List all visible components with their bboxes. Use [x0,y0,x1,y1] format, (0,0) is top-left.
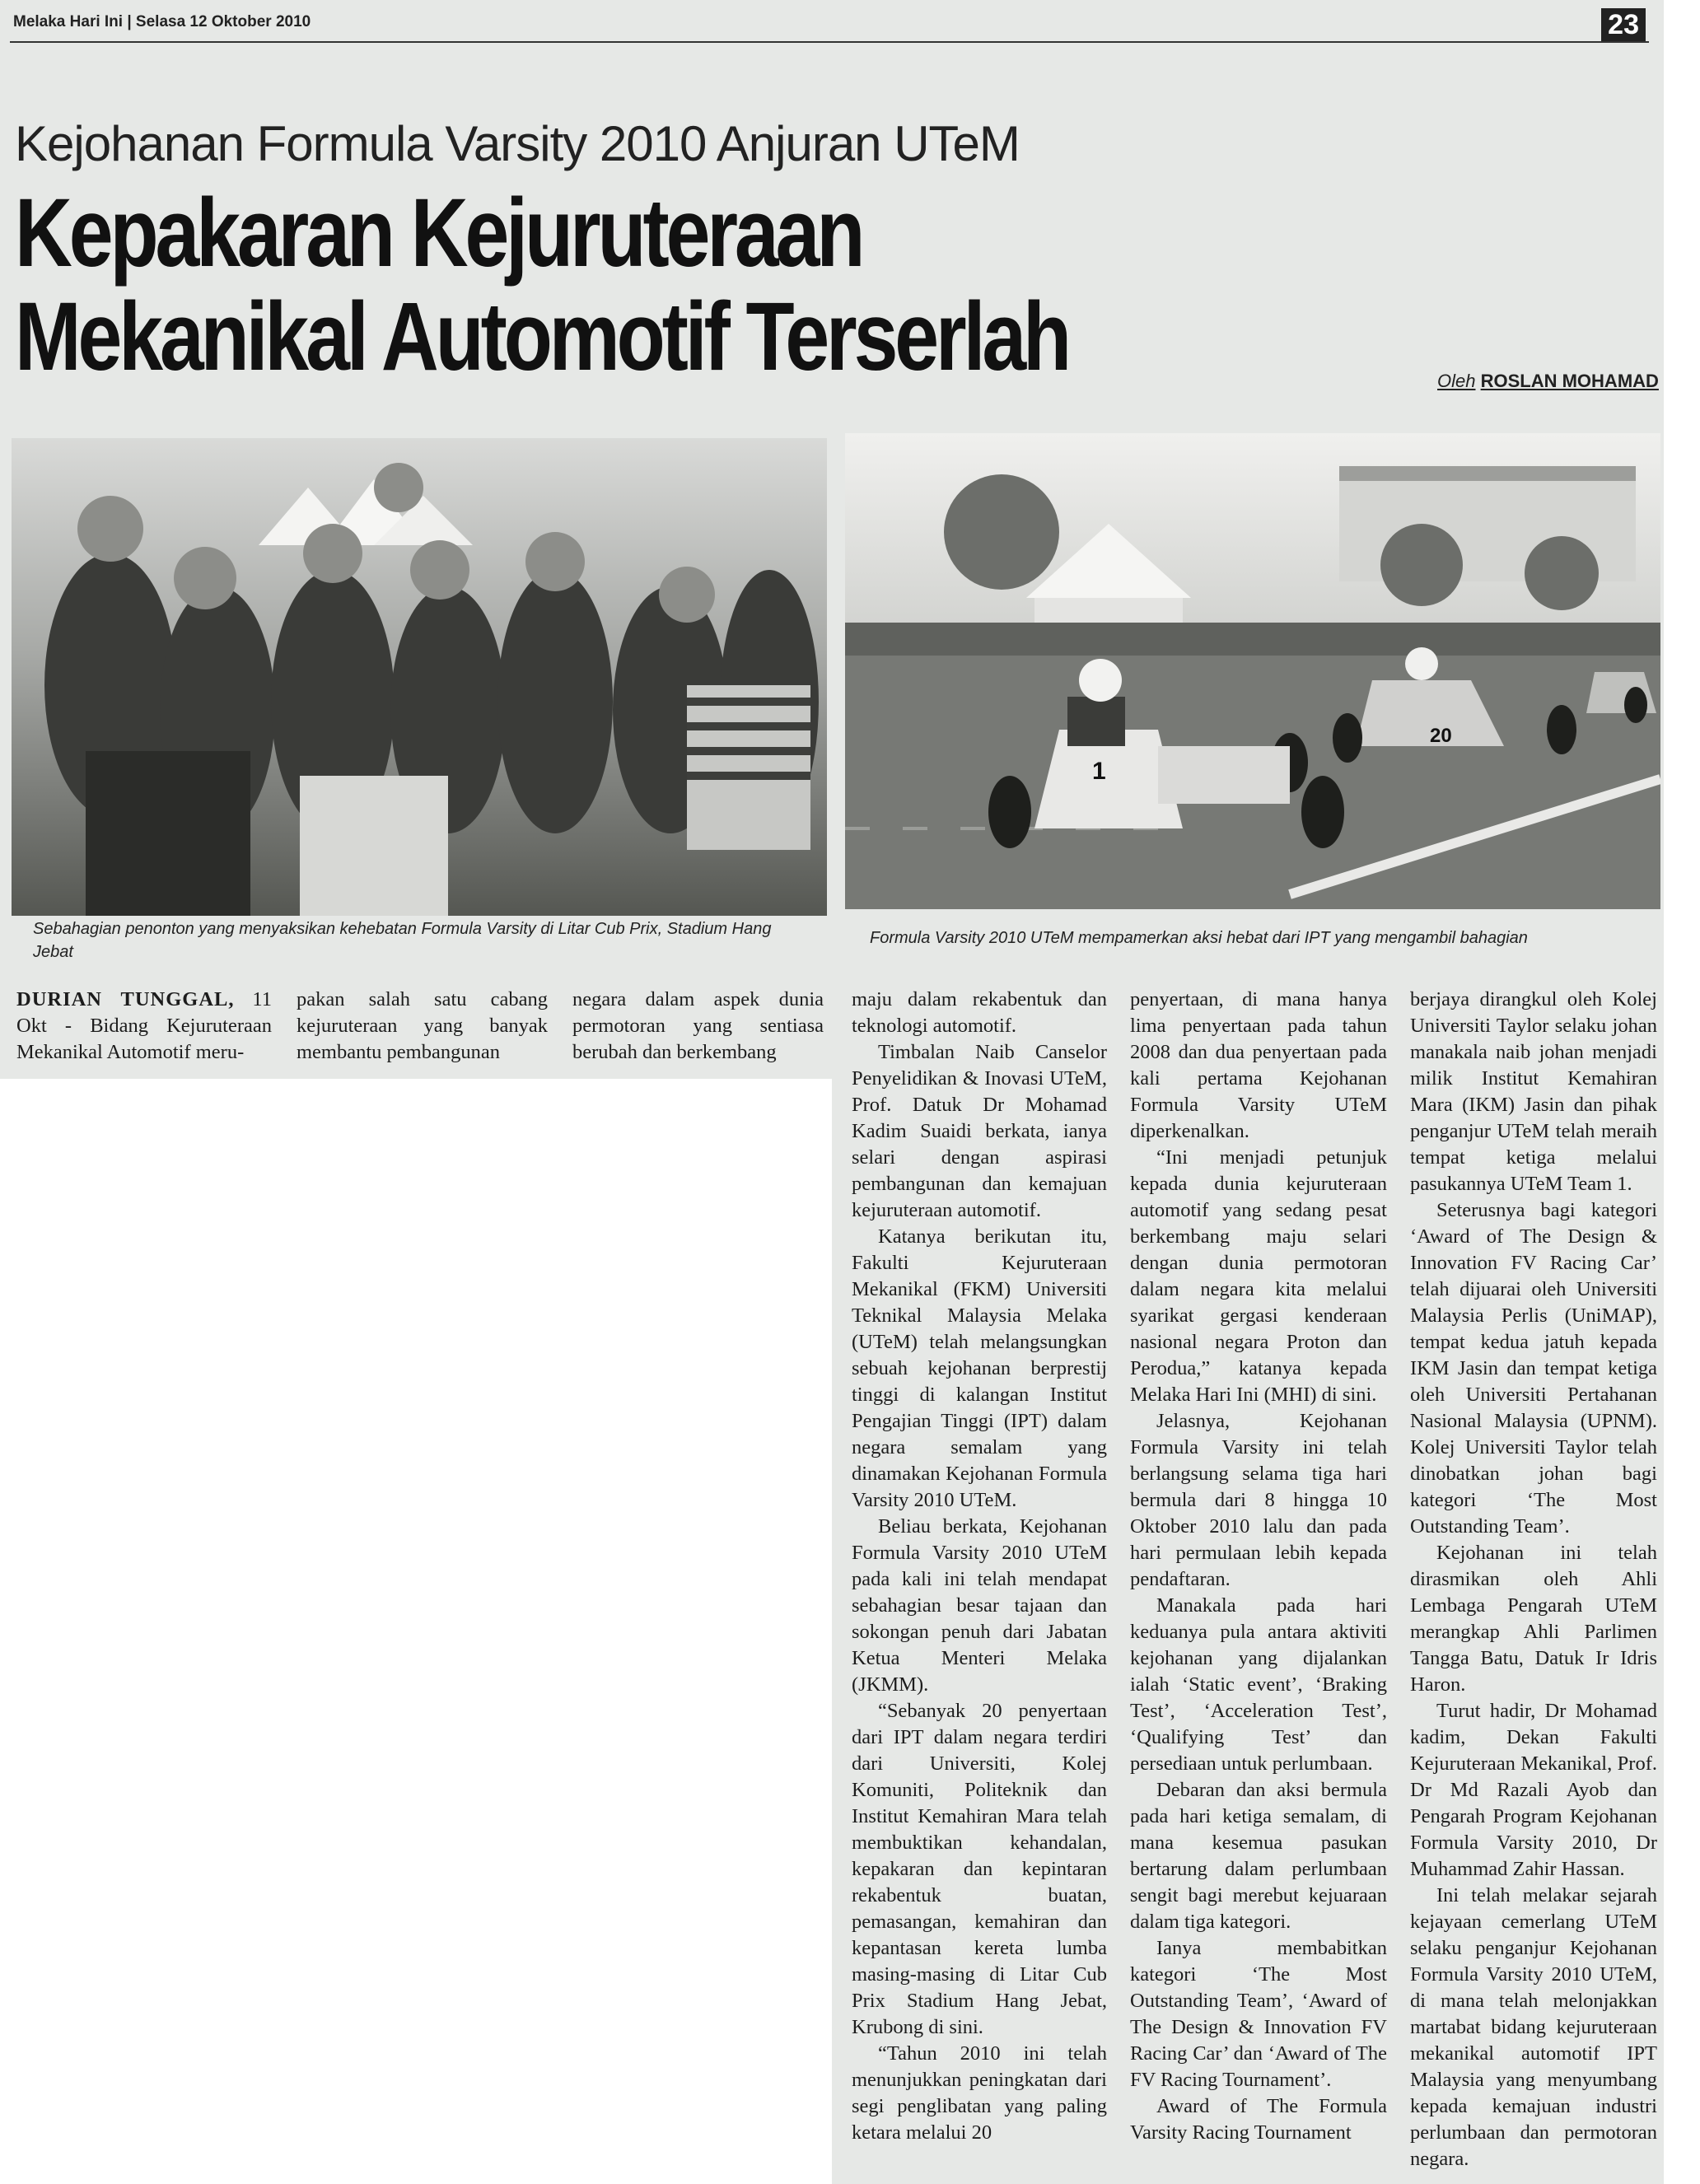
car-number-1: 1 [1092,758,1106,785]
photo-race-cars [845,433,1660,909]
page-number: 23 [1601,8,1646,41]
spectators-illustration [12,438,827,916]
photo-spectators [12,438,827,916]
byline-prefix: Oleh [1437,371,1476,391]
article-column-3 [572,987,824,1066]
header-date: Melaka Hari Ini | Selasa 12 Oktober 2010 [13,13,311,30]
byline [1437,371,1659,392]
byline-author: ROSLAN MOHAMAD [1480,371,1659,391]
article-headline [15,181,1176,389]
article-column-6 [1410,987,1657,2172]
paragraph: Award of The Formula Varsity Racing Tournament [1130,2095,1387,2144]
paragraph: “Ini menjadi petunjuk kepada dunia kejuruteraan automotif yang sedang pesat berkembang maju selari dengan dunia permotoran dalam negara kita melalui syarikat gergasi kenderaan nasional negara Proton dan Perodua,” katanya kepada Melaka Hari Ini (MHI) di sini. [1130,1146,1387,1406]
paragraph: Katanya berikutan itu, Fakulti Kejuruteraan Mekanikal (FKM) Universiti Teknikal Malaysia Melaka (UTeM) telah melangsungkan sebuah kejohanan berprestij tinggi di kalangan Institut Pengajian Tinggi (IPT) dalam negara semalam yang dinamakan Kejohanan Formula Varsity 2010 UTeM. [852,1225,1107,1511]
paragraph: Seterusnya bagi kategori ‘Award of The Design & Innovation FV Racing Car’ telah dijuarai oleh Universiti Malaysia Perlis (UniMAP), tempat kedua jatuh kepada IKM Jasin dan tempat ketiga oleh Universiti Pertahanan Nasional Malaysia (UPNM). Kolej Universiti Taylor telah dinobatkan johan bagi kategori ‘The Most Outstanding Team’. [1410,1199,1657,1538]
column-1-text: 11 Okt - Bidang Kejuruteraan Mekanikal Automotif meru- [16,988,272,1063]
column-3-text: negara dalam aspek dunia permotoran yang sentiasa berubah dan berkembang [572,988,824,1063]
paragraph: Ianya membabitkan kategori ‘The Most Outstanding Team’, ‘Award of The Design & Innovation FV Racing Car’ dan ‘Award of The FV Racing Tournament’. [1130,1937,1387,2091]
paragraph: “Tahun 2010 ini telah menunjukkan peningkatan dari segi penglibatan yang paling ketara melalui 20 [852,2042,1107,2144]
paragraph: Debaran dan aksi bermula pada hari ketiga semalam, di mana kesemua pasukan bertarung dalam perlumbaan sengit bagi merebut kejuaraan dalam tiga kategori. [1130,1779,1387,1933]
page-margin [1664,0,1700,2184]
paragraph: penyertaan, di mana hanya lima penyertaan pada tahun 2008 dan dua penyertaan pada kali pertama Kejohanan Formula Varsity UTeM diperkenalkan. [1130,988,1387,1142]
article-column-5 [1130,987,1387,2146]
paragraph: “Sebanyak 20 penyertaan dari IPT dalam negara terdiri dari Universiti, Kolej Komuniti, Politeknik dan Institut Kemahiran Mara telah membuktikan kehandalan, kepakaran dan kepintaran rekabentuk buatan, pemasangan, kemahiran dan kepantasan kereta lumba masing-masing di Litar Cub Prix Stadium Hang Jebat, Krubong di sini. [852,1700,1107,2038]
headline-line-2: Mekanikal Automotif Terserlah [15,282,1069,391]
race-cars-illustration [845,433,1660,909]
paragraph: Beliau berkata, Kejohanan Formula Varsity 2010 UTeM pada kali ini telah mendapat sebahagian besar tajaan dan sokongan penuh dari Jabatan Ketua Menteri Melaka (JKMM). [852,1515,1107,1696]
article-kicker: Kejohanan Formula Varsity 2010 Anjuran UTeM [15,116,1020,171]
paragraph: berjaya dirangkul oleh Kolej Universiti Taylor selaku johan manakala naib johan menjadi milik Institut Kemahiran Mara (IKM) Jasin dan pihak penganjur UTeM telah meraih tempat ketiga melalui pasukannya UTeM Team 1. [1410,988,1657,1195]
paragraph: Turut hadir, Dr Mohamad kadim, Dekan Fakulti Kejuruteraan Mekanikal, Prof. Dr Md Razali Ayob dan Pengarah Program Kejohanan Formula Varsity 2010, Dr Muhammad Zahir Hassan. [1410,1700,1657,1880]
page-header [10,8,1649,43]
blank-area [0,1079,832,2184]
column-2-text: pakan salah satu cabang kejuruteraan yang banyak membantu pembangunan [297,988,548,1063]
headline-line-1: Kepakaran Kejuruteraan [15,179,862,287]
article-column-2 [297,987,548,1066]
paragraph: Ini telah melakar sejarah kejayaan cemerlang UTeM selaku penganjur Kejohanan Formula Varsity 2010 UTeM, di mana telah melonjakkan martabat bidang kejuruteraan mekanikal automotif IPT Malaysia yang menyumbang kepada kemajuan industri perlumbaan dan permotoran negara. [1410,1884,1657,2170]
dateline: DURIAN TUNGGAL, [16,988,235,1010]
article-column-1 [16,987,272,1066]
paragraph: Kejohanan ini telah dirasmikan oleh Ahli Lembaga Pengarah UTeM merangkap Ahli Parlimen Tangga Batu, Datuk Ir Idris Haron. [1410,1542,1657,1696]
caption-spectators: Sebahagian penonton yang menyaksikan kehebatan Formula Varsity di Litar Cub Prix, Stadium Hang Jebat [33,920,772,961]
caption-race-cars: Formula Varsity 2010 UTeM mempamerkan aksi hebat dari IPT yang mengambil bahagian [870,929,1528,947]
paragraph: maju dalam rekabentuk dan teknologi automotif. [852,988,1107,1037]
car-number-2: 20 [1430,725,1452,747]
paragraph: Timbalan Naib Canselor Penyelidikan & Inovasi UTeM, Prof. Datuk Dr Mohamad Kadim Suaidi berkata, ianya selari dengan aspirasi pembangunan dan kemajuan kejuruteraan automotif. [852,1041,1107,1221]
paragraph: Manakala pada hari keduanya pula antara aktiviti kejohanan yang dijalankan ialah ‘Static event’, ‘Braking Test’, ‘Acceleration Test’, ‘Qualifying Test’ dan persediaan untuk perlumbaan. [1130,1594,1387,1775]
paragraph: Jelasnya, Kejohanan Formula Varsity ini telah berlangsung selama tiga hari bermula dari 8 hingga 10 Oktober 2010 lalu dan pada hari permulaan lebih kepada pendaftaran. [1130,1410,1387,1590]
article-column-4 [852,987,1107,2146]
